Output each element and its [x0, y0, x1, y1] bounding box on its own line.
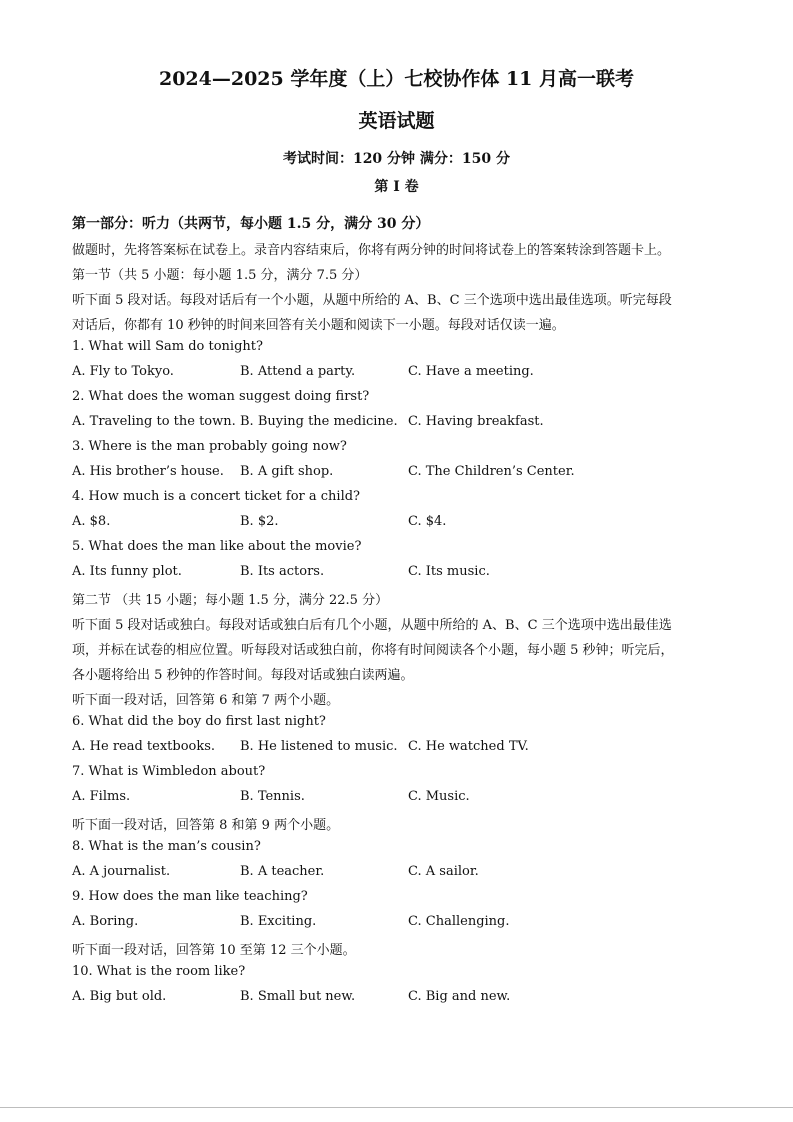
- exam-subject: 英语试题: [358, 110, 435, 132]
- q1-option-a: A. Fly to Tokyo.: [72, 364, 174, 379]
- section2-instruction-1: 听下面 5 段对话或独白。每段对话或独白后有几个小题，从题中所给的 A、B、C 三个选项中选出最佳选: [72, 618, 672, 633]
- question-1: 1. What will Sam do tonight?: [72, 339, 263, 354]
- question-6: 6. What did the boy do first last night?: [72, 714, 326, 729]
- q3-option-a: A. His brother’s house.: [72, 464, 224, 479]
- q8-option-b: B. A teacher.: [240, 864, 325, 879]
- question-3: 3. Where is the man probably going now?: [72, 439, 347, 454]
- question-10: 10. What is the room like?: [72, 964, 246, 979]
- q6-option-a: A. He read textbooks.: [72, 739, 216, 754]
- q2-option-b: B. Buying the medicine.: [240, 414, 398, 429]
- q8-option-c: C. A sailor.: [408, 864, 479, 879]
- q1-option-c: C. Have a meeting.: [408, 364, 534, 379]
- question-9: 9. How does the man like teaching?: [72, 889, 308, 904]
- q10-option-b: B. Small but new.: [240, 989, 356, 1004]
- section2-title: 第二节 （共 15 小题；每小题 1.5 分，满分 22.5 分）: [72, 593, 389, 608]
- q5-option-c: C. Its music.: [408, 564, 490, 579]
- q8-option-a: A. A journalist.: [72, 864, 171, 879]
- q2-option-a: A. Traveling to the town.: [72, 414, 236, 429]
- exam-title: 2024—2025 学年度（上）七校协作体 11 月高一联考: [158, 68, 635, 90]
- q3-option-b: B. A gift shop.: [240, 464, 334, 479]
- dialogue-note-10-12: 听下面一段对话，回答第 10 至第 12 三个小题。: [72, 943, 356, 958]
- exam-meta: 考试时间：120 分钟 满分：150 分: [282, 151, 511, 167]
- q6-option-c: C. He watched TV.: [408, 739, 529, 754]
- section1-instruction-1: 听下面 5 段对话。每段对话后有一个小题，从题中所给的 A、B、C 三个选项中选出最佳选项。听完每段: [72, 293, 672, 308]
- question-4: 4. How much is a concert ticket for a child?: [72, 489, 361, 504]
- page-bottom-rule: [0, 1107, 793, 1108]
- q2-option-c: C. Having breakfast.: [408, 414, 544, 429]
- q5-option-b: B. Its actors.: [240, 564, 325, 579]
- q3-option-c: C. The Children’s Center.: [408, 464, 575, 479]
- question-5: 5. What does the man like about the movie?: [72, 539, 362, 554]
- q10-option-c: C. Big and new.: [408, 989, 511, 1004]
- q9-option-b: B. Exciting.: [240, 914, 317, 929]
- section2-instruction-3: 各小题将给出 5 秒钟的作答时间。每段对话或独白读两遍。: [72, 668, 414, 683]
- q9-option-a: A. Boring.: [72, 914, 139, 929]
- q5-option-a: A. Its funny plot.: [72, 564, 182, 579]
- q6-option-b: B. He listened to music.: [240, 739, 398, 754]
- q4-option-b: B. $2.: [240, 514, 279, 529]
- q7-option-a: A. Films.: [72, 789, 131, 804]
- part1-heading: 第一部分：听力（共两节，每小题 1.5 分，满分 30 分）: [72, 216, 430, 232]
- dialogue-note-6-7: 听下面一段对话，回答第 6 和第 7 两个小题。: [72, 693, 340, 708]
- q7-option-c: C. Music.: [408, 789, 470, 804]
- part1-instruction: 做题时，先将答案标在试卷上。录音内容结束后，你将有两分钟的时间将试卷上的答案转涂到答题卡上。: [72, 243, 671, 258]
- q9-option-c: C. Challenging.: [408, 914, 510, 929]
- section2-instruction-2: 项，并标在试卷的相应位置。听每段对话或独白前，你将有时间阅读各个小题，每小题 5 秒钟；听完后，: [72, 643, 674, 658]
- q4-option-c: C. $4.: [408, 514, 447, 529]
- section1-title: 第一节（共 5 小题：每小题 1.5 分，满分 7.5 分）: [72, 268, 368, 283]
- question-7: 7. What is Wimbledon about?: [72, 764, 266, 779]
- q10-option-a: A. Big but old.: [72, 989, 167, 1004]
- question-2: 2. What does the woman suggest doing first?: [72, 389, 370, 404]
- q4-option-a: A. $8.: [72, 514, 111, 529]
- q1-option-b: B. Attend a party.: [240, 364, 356, 379]
- q7-option-b: B. Tennis.: [240, 789, 305, 804]
- question-8: 8. What is the man’s cousin?: [72, 839, 261, 854]
- section1-instruction-2: 对话后，你都有 10 秒钟的时间来回答有关小题和阅读下一小题。每段对话仅读一遍。: [72, 318, 565, 333]
- dialogue-note-8-9: 听下面一段对话，回答第 8 和第 9 两个小题。: [72, 818, 340, 833]
- volume-label: 第 I 卷: [374, 179, 419, 195]
